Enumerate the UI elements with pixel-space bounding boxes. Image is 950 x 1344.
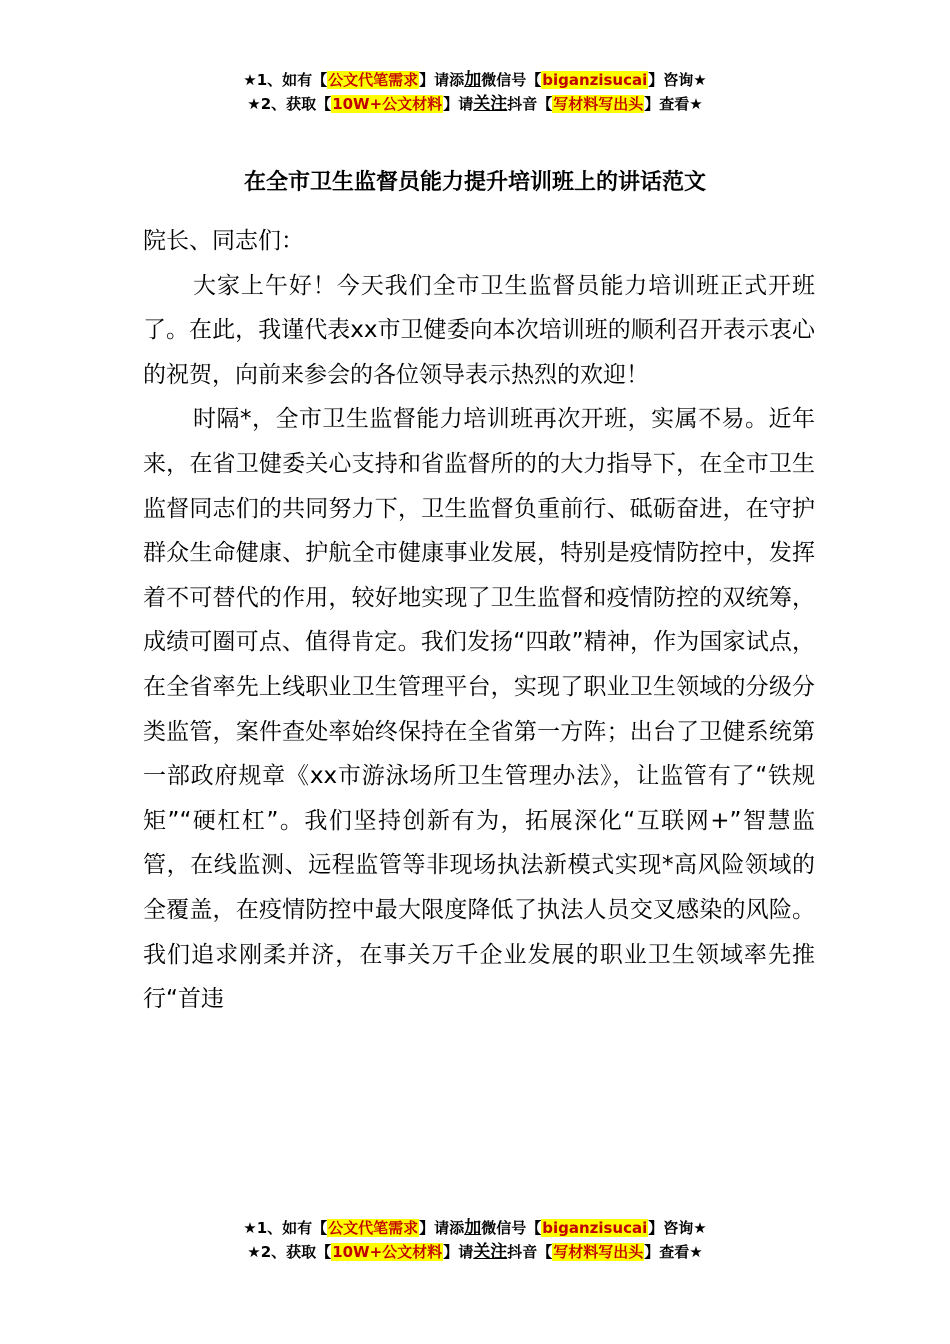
banner-text: 微信号【 — [481, 1219, 542, 1237]
banner-text: 】查看★ — [644, 1243, 703, 1261]
highlight-materials: 10W+公文材料 — [332, 95, 443, 113]
footer-banner-line-1 — [0, 1216, 950, 1240]
highlight-douyin-account: 写材料写出头 — [553, 95, 644, 113]
banner-text: 】咨询★ — [648, 71, 707, 89]
header-banner-line-2 — [0, 92, 950, 116]
banner-text: ★2、获取【 — [247, 95, 332, 113]
footer-banner — [0, 1216, 950, 1264]
banner-text: ★1、如有【 — [243, 1219, 328, 1237]
banner-text: ★1、如有【 — [243, 71, 328, 89]
highlight-service: 公文代笔需求 — [328, 1219, 419, 1237]
underlined-text: 关注 — [473, 1242, 508, 1262]
banner-text: 抖音【 — [507, 95, 553, 113]
underlined-text: 加 — [464, 70, 482, 90]
banner-text: 】请添 — [419, 1219, 465, 1237]
salutation: 院长、同志们： — [143, 228, 304, 254]
banner-text: 】请 — [443, 95, 474, 113]
banner-text: 】请添 — [419, 71, 465, 89]
highlight-wechat-id: biganzisucai — [542, 1219, 648, 1237]
highlight-douyin-account: 写材料写出头 — [553, 1243, 644, 1261]
banner-text: 抖音【 — [507, 1243, 553, 1261]
banner-text: 】请 — [443, 1243, 474, 1261]
highlight-wechat-id: biganzisucai — [542, 71, 648, 89]
banner-text: ★2、获取【 — [247, 1243, 332, 1261]
header-banner-line-1 — [0, 68, 950, 92]
footer-banner-line-2 — [0, 1240, 950, 1264]
underlined-text: 关注 — [473, 94, 508, 114]
underlined-text: 加 — [464, 1218, 482, 1238]
highlight-service: 公文代笔需求 — [328, 71, 419, 89]
banner-text: 微信号【 — [481, 71, 542, 89]
document-title: 在全市卫生监督员能力提升培训班上的讲话范文 — [243, 170, 706, 195]
paragraph-1: 大家上午好！今天我们全市卫生监督员能力培训班正式开班了。在此，我谨代表xx市卫健委向本次培训班的顺利召开表示衷心的祝贺，向前来参会的各位领导表示热烈的欢迎！ — [143, 272, 815, 388]
header-banner — [0, 68, 950, 116]
paragraph-2: 时隔*，全市卫生监督能力培训班再次开班，实属不易。近年来，在省卫健委关心支持和省监督所的的大力指导下，在全市卫生监督同志们的共同努力下，卫生监督负重前行、砥砺奋进，在守护群众生命健康、护航全市健康事业发展，特别是疫情防控中，发挥着不可替代的作用，较好地实现了卫生监督和疫情防控的双统筹，成绩可圈可点、值得肯定。我们发扬“四敢”精神，作为国家试点，在全省率先上线职业卫生管理平台，实现了职业卫生领域的分级分类监管，案件查处率始终保持在全省第一方阵；出台了卫健系统第一部政府规章《xx市游泳场所卫生管理办法》，让监管有了“铁规矩”“硬杠杠”。我们坚持创新有为，拓展深化“互联网+”智慧监管，在线监测、远程监管等非现场执法新模式实现*高风险领域的全覆盖，在疫情防控中最大限度降低了执法人员交叉感染的风险。我们追求刚柔并济，在事关万千企业发展的职业卫生领域率先推行“首违 — [143, 406, 815, 1013]
banner-text: 】查看★ — [644, 95, 703, 113]
highlight-materials: 10W+公文材料 — [332, 1243, 443, 1261]
document-body — [143, 219, 815, 1022]
banner-text: 】咨询★ — [648, 1219, 707, 1237]
